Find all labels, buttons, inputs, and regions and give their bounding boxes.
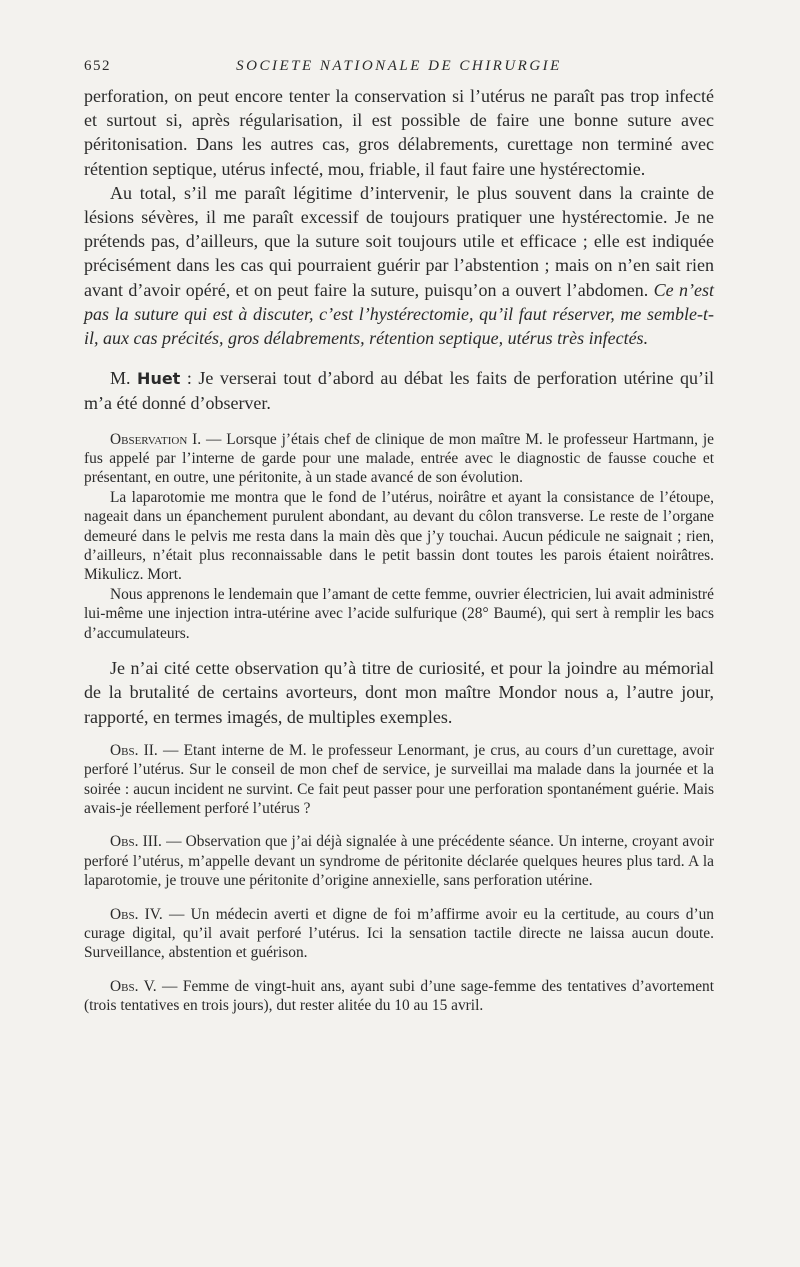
observation-1-label: Observation I. <box>110 430 202 448</box>
observation-5-text: — Femme de vingt-huit ans, ayant subi d’une sage-femme des tentatives d’avortement (trois tentatives en trois jours), dut rester alitée du 10 au 15 avril. <box>84 977 714 1015</box>
paragraph-3-text: : Je verserai tout d’abord au débat les faits de perforation utérine qu’il m’a été donné d’observer. <box>84 368 714 414</box>
observation-3-text: — Observation que j’ai déjà signalée à une précédente séance. Un interne, croyant avoir perforé l’utérus, m’appelle devant un syndrome de péritonite déclarée quelques heures plus tard. A la laparotomie, je trouve une péritonite d’origine annexielle, sans perforation utérine. <box>84 833 714 890</box>
paragraph-4: Je n’ai cité cette observation qu’à titre de curiosité, et pour la joindre au mémorial de la brutalité de certains avorteurs, dont mon maître Mondor nous a, l’autre jour, rapporté, en termes imagés, de multiples exemples. <box>84 658 714 727</box>
observation-4 <box>84 905 714 963</box>
page <box>84 58 714 1016</box>
observation-5-label: Obs. V. <box>110 977 157 995</box>
observation-2-label: Obs. II. <box>110 741 158 759</box>
paragraph-2 <box>84 181 714 350</box>
paragraph-3 <box>84 366 714 415</box>
observation-5 <box>84 977 714 1016</box>
observation-1-text: — Lorsque j’étais chef de clinique de mon maître M. le professeur Hartmann, je fus appelé par l’interne de garde pour une malade, entrée avec le diagnostic de fausse couche et présentant, en outre, une péritonite, à un stade avancé de son évolution. <box>84 430 714 487</box>
observation-4-label: Obs. IV. <box>110 905 163 923</box>
observation-1-paragraph-3: Nous apprenons le lendemain que l’amant de cette femme, ouvrier électricien, lui avait administré lui-même une injection intra-utérine avec l’acide sulfurique (28° Baumé), qui sert à remplir les bacs d’accumulateurs. <box>84 585 714 642</box>
observation-3 <box>84 832 714 890</box>
paragraph-2-italic: Ce n’est pas la suture qui est à discuter, c’est l’hystérectomie, qu’il faut réserver, me semble-t-il, aux cas précités, gros délabrements, rétention septique, utérus très infectés. <box>84 279 715 349</box>
page-header <box>84 58 714 84</box>
observation-2-text: — Etant interne de M. le professeur Lenormant, je crus, au cours d’un curettage, avoir perforé l’utérus. Sur le conseil de mon chef de service, je surveillai ma malade dans la journée et la soirée : aucun incident ne survint. Ce fait peut passer pour une perforation spontanément guérie. Mais avais-je réellement perforé l’utérus ? <box>84 741 714 817</box>
paragraph-2-text: Au total, s’il me paraît légitime d’intervenir, le plus souvent dans la crainte de lésions sévères, il me paraît excessif de toujours pratiquer une hystérectomie. Je ne prétends pas, d’ailleurs, que la suture soit toujours utile et efficace ; elle est indiquée précisément dans les cas qui pourraient guérir par l’abstention ; mais on n’en sait rien avant d’avoir opéré, et on peut faire la suture, puisqu’on a ouvert l’abdomen. <box>84 182 714 300</box>
speaker-name: Huet <box>137 369 181 389</box>
observation-2 <box>84 741 714 819</box>
observation-1 <box>84 430 714 488</box>
observation-4-text: — Un médecin averti et digne de foi m’affirme avoir eu la certitude, au cours d’un curage digital, qu’il avait perforé l’utérus. Ici la sensation tactile directe ne laissa aucun doute. Surveillance, abstention et guérison. <box>84 905 714 962</box>
paragraph-1: perforation, on peut encore tenter la conservation si l’utérus ne paraît pas trop infecté et surtout si, après régularisation, il est possible de faire une bonne suture avec péritonisation. Dans les autres cas, gros délabrements, curettage non terminé avec rétention septique, utérus infecté, mou, friable, il faut faire une hystérectomie. <box>84 86 714 179</box>
page-number: 652 <box>84 58 111 74</box>
speaker-prefix: M. <box>110 368 131 389</box>
observation-3-label: Obs. III. <box>110 833 162 851</box>
running-title: SOCIETE NATIONALE DE CHIRURGIE <box>236 58 562 74</box>
observation-1-paragraph-2: La laparotomie me montra que le fond de l’utérus, noirâtre et ayant la consistance de l’étoupe, nageait dans un épanchement purulent abondant, au devant du côlon transverse. Le reste de l’organe demeuré dans le pelvis me resta dans la main dès que j’y touchai. Aucun pédicule ne saignait ; rien, d’ailleurs, n’était plus reconnaissable dans le petit bassin dont toutes les parois étaient noirâtres. Mikulicz. Mort. <box>84 488 714 584</box>
